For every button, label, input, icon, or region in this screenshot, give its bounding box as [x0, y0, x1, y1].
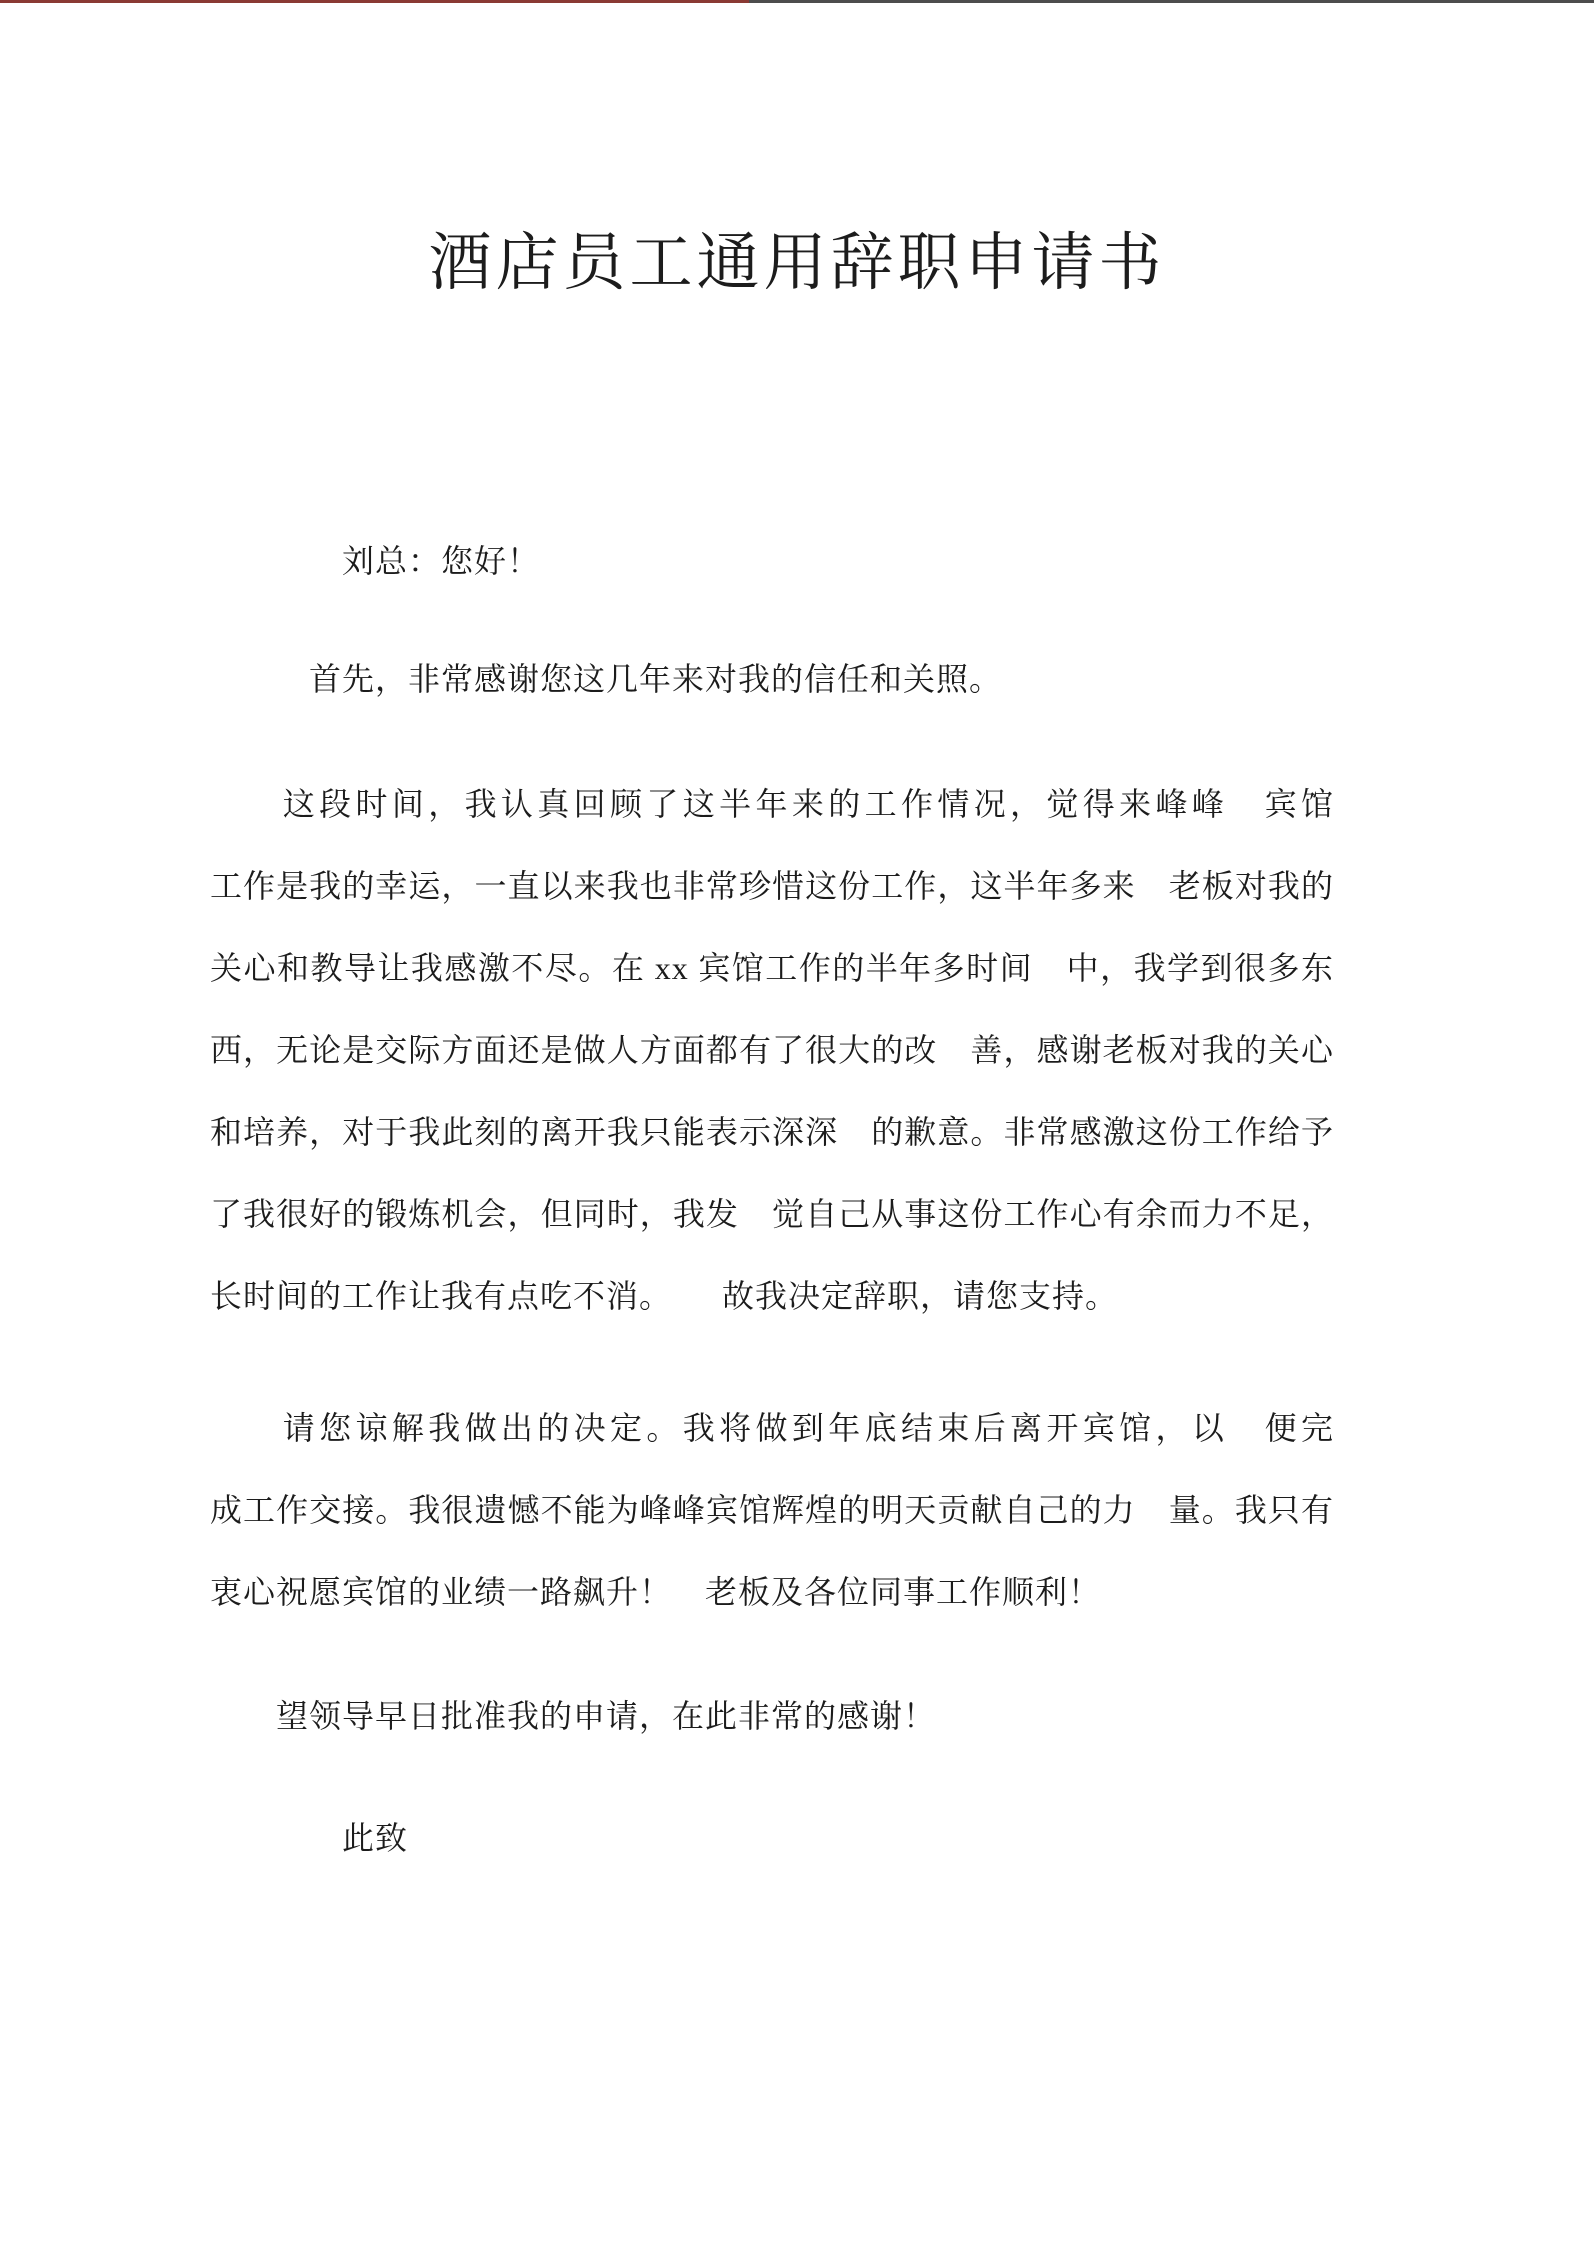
paragraph-closing-salute — [210, 1797, 1334, 1879]
text-line: 衷心祝愿宾馆的业绩一路飙升！ 老板及各位同事工作顺利！ — [210, 1574, 1102, 1610]
document-title: 酒店员工通用辞职申请书 — [428, 228, 1166, 298]
paragraph-approval-request — [210, 1675, 1334, 1757]
text-line: 请您谅解我做出的决定。我将做到年底结束后离开宾馆，以 便完 — [210, 1410, 1334, 1446]
text-line: 和培养，对于我此刻的离开我只能表示深深 的歉意。非常感激这份工作给予 — [210, 1114, 1334, 1150]
paragraph-decision-and-handover — [210, 1387, 1334, 1633]
paragraph-salutation — [210, 520, 1334, 602]
paragraph-opening-thanks — [210, 638, 1334, 720]
text-line: 了我很好的锻炼机会，但同时，我发 觉自己从事这份工作心有余而力不足， — [210, 1196, 1334, 1232]
text-line: 刘总：您好！ — [210, 543, 541, 579]
text-line: 关心和教导让我感激不尽。在 xx 宾馆工作的半年多时间 中，我学到很多东 — [210, 950, 1334, 986]
window-top-edge — [0, 0, 1594, 3]
top-edge-dark-segment — [749, 0, 1594, 3]
text-line: 西，无论是交际方面还是做人方面都有了很大的改 善，感谢老板对我的关心 — [210, 1032, 1334, 1068]
text-line: 长时间的工作让我有点吃不消。 故我决定辞职，请您支持。 — [210, 1278, 1119, 1314]
text-line: 这段时间，我认真回顾了这半年来的工作情况，觉得来峰峰 宾馆 — [210, 786, 1334, 822]
text-line: 工作是我的幸运，一直以来我也非常珍惜这份工作，这半年多来 老板对我的 — [210, 868, 1334, 904]
text-line: 首先，非常感谢您这几年来对我的信任和关照。 — [210, 661, 1003, 697]
text-line: 成工作交接。我很遗憾不能为峰峰宾馆辉煌的明天贡献自己的力 量。我只有 — [210, 1492, 1334, 1528]
text-line: 望领导早日批准我的申请，在此非常的感谢！ — [210, 1698, 937, 1734]
text-line: 此致 — [210, 1820, 409, 1856]
paragraph-work-reflection — [210, 763, 1334, 1337]
top-edge-red-segment — [0, 0, 749, 3]
